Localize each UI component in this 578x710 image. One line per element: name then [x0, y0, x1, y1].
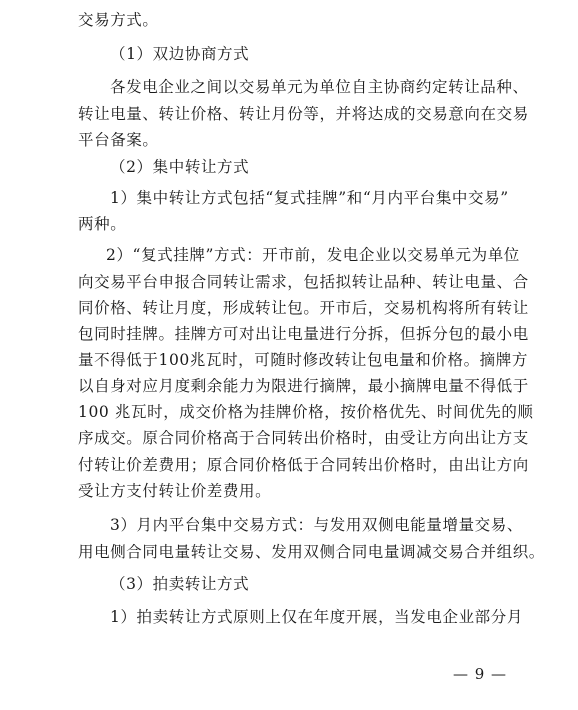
section-heading: （2）集中转让方式	[110, 158, 250, 176]
text-line: 100 兆瓦时，成交价格为挂牌价格，按价格优先、时间优先的顺	[78, 403, 534, 421]
text-line: 各发电企业之间以交易单元为单位自主协商约定转让品种、	[110, 78, 529, 96]
text-line: 以自身对应月度剩余能力为限进行摘牌，最小摘牌电量不得低于	[78, 377, 529, 395]
text-line: 包同时挂牌。挂牌方可对出让电量进行分拆，但拆分包的最小电	[78, 325, 529, 343]
text-line: 两种。	[78, 215, 127, 233]
section-heading: （1）双边协商方式	[110, 45, 250, 63]
text-line: 向交易平台申报合同转让需求，包括拟转让品种、转让电量、合	[78, 273, 529, 291]
text-line: 量不得低于100兆瓦时，可随时修改转让包电量和价格。摘牌方	[78, 351, 528, 369]
text-line: 2）“复式挂牌”方式：开市前，发电企业以交易单元为单位	[106, 246, 520, 264]
text-line: 平台备案。	[78, 131, 159, 149]
text-line: 1）集中转让方式包括“复式挂牌”和“月内平台集中交易”	[110, 189, 509, 207]
text-line: 同价格、转让月度，形成转让包。开市后，交易机构将所有转让	[78, 299, 529, 317]
text-line: 转让电量、转让价格、转让月份等，并将达成的交易意向在交易	[78, 105, 529, 123]
text-line: 受让方支付转让价差费用。	[78, 482, 272, 500]
text-line: 交易方式。	[78, 11, 159, 29]
page-number: — 9 —	[452, 665, 508, 683]
text-line: 用电侧合同电量转让交易、发用双侧合同电量调减交易合并组织。	[78, 543, 545, 561]
text-line: 付转让价差费用；原合同价格低于合同转出价格时，由出让方向	[78, 456, 529, 474]
text-line: 序成交。原合同价格高于合同转出价格时，由受让方向出让方支	[78, 429, 529, 447]
text-line: 3）月内平台集中交易方式：与发用双侧电能量增量交易、	[110, 516, 523, 534]
text-line: 1）拍卖转让方式原则上仅在年度开展，当发电企业部分月	[110, 608, 523, 626]
section-heading: （3）拍卖转让方式	[110, 575, 250, 593]
